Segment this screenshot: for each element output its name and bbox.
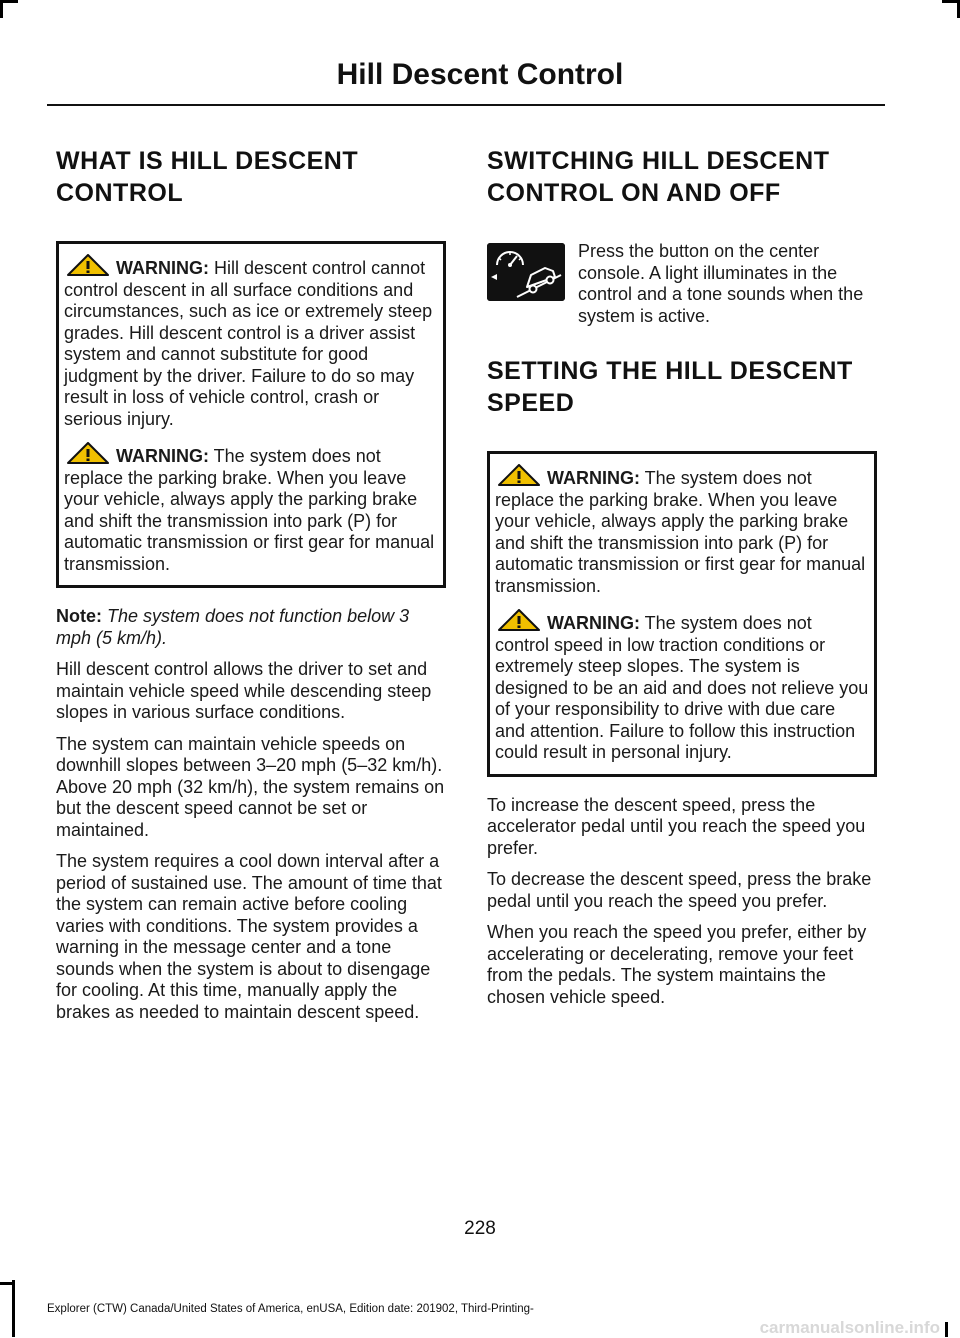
warning-label: WARNING: (116, 258, 209, 278)
note (56, 606, 446, 649)
warning-triangle-icon (495, 609, 547, 631)
section-heading-switching: SWITCHING HILL DESCENT CONTROL ON AND OFF (487, 147, 830, 207)
warning-text: The system does not control speed in low traction conditions or extremely steep slopes. The system is designed to be an aid and does not relieve you of your responsibility to drive with due care and attention. Failure to follow this instruction could result in personal injury. (495, 613, 869, 762)
crop-mark (942, 0, 960, 3)
section-heading-what-is: WHAT IS HILL DESCENT CONTROL (56, 147, 359, 207)
page-number: 228 (464, 1218, 496, 1239)
warning-triangle-icon (495, 464, 547, 486)
warning-triangle-icon (64, 254, 116, 276)
switch-instructions: Press the button on the center console. A light illuminates in the control and a tone sounds when the system is active. (578, 241, 864, 326)
warning-item (495, 609, 869, 764)
page-title: Hill Descent Control (336, 58, 624, 91)
warning-text: The system does not replace the parking brake. When you leave your vehicle, always apply the parking brake and shift the transmission into park (P) for automatic transmission or first gear for manual transmission. (495, 468, 866, 596)
section-heading-setting-speed: SETTING THE HILL DESCENT SPEED (487, 357, 853, 417)
warning-box (487, 451, 877, 777)
body-paragraph: Hill descent control allows the driver to set and maintain vehicle speed while descending steep slopes in various surface conditions. (56, 659, 432, 722)
warning-item (495, 464, 869, 597)
warning-item (64, 254, 438, 430)
warning-text: The system does not replace the parking brake. When you leave your vehicle, always apply the parking brake and shift the transmission into park (P) for automatic transmission or first gear for manual transmission. (64, 446, 435, 574)
crop-mark (12, 1280, 15, 1337)
warning-text: Hill descent control cannot control descent in all surface conditions and circumstances, such as ice or extremely steep grades. Hill descent control is a driver assist system and cannot substitute for good judgment by the driver. Failure to do so may result in loss of vehicle control, crash or serious injury. (64, 258, 433, 429)
warning-box (56, 241, 446, 588)
edition-info: Explorer (CTW) Canada/United States of America, enUSA, Edition date: 201902, Third-Printing- (47, 1303, 534, 1315)
body-paragraph: When you reach the speed you prefer, either by accelerating or decelerating, remove your feet from the pedals. The system maintains the chosen vehicle speed. (487, 922, 867, 1007)
warning-item (64, 442, 438, 575)
hill-descent-icon (487, 243, 565, 301)
crop-mark (0, 1282, 15, 1285)
warning-triangle-icon (64, 442, 116, 464)
warning-label: WARNING: (116, 446, 209, 466)
right-column (487, 145, 877, 1018)
warning-label: WARNING: (547, 613, 640, 633)
crop-mark (0, 0, 18, 3)
crop-mark (945, 1322, 948, 1337)
note-text: The system does not function below 3 mph (5 km/h). (56, 606, 410, 648)
body-paragraph: The system requires a cool down interval after a period of sustained use. The amount of time that the system can remain active before cooling varies with conditions. The system provides a warning in the message center and a tone sounds when the system is about to disengage for cooling. At this time, manually apply the brakes as needed to maintain descent speed. (56, 851, 442, 1022)
left-column (56, 145, 446, 1033)
body-paragraph: The system can maintain vehicle speeds on downhill slopes between 3–20 mph (5–32 km/h). Above 20 mph (32 km/h), the system remains on but the descent speed cannot be set or maintained. (56, 733, 445, 840)
watermark: carmanualsonline.info (759, 1318, 940, 1337)
note-label: Note: (56, 606, 102, 626)
icon-paragraph (487, 241, 877, 327)
body-paragraph: To decrease the descent speed, press the brake pedal until you reach the speed you prefer. (487, 869, 872, 911)
body-paragraph: To increase the descent speed, press the accelerator pedal until you reach the speed you prefer. (487, 794, 866, 858)
header-rule (47, 104, 885, 106)
warning-label: WARNING: (547, 468, 640, 488)
